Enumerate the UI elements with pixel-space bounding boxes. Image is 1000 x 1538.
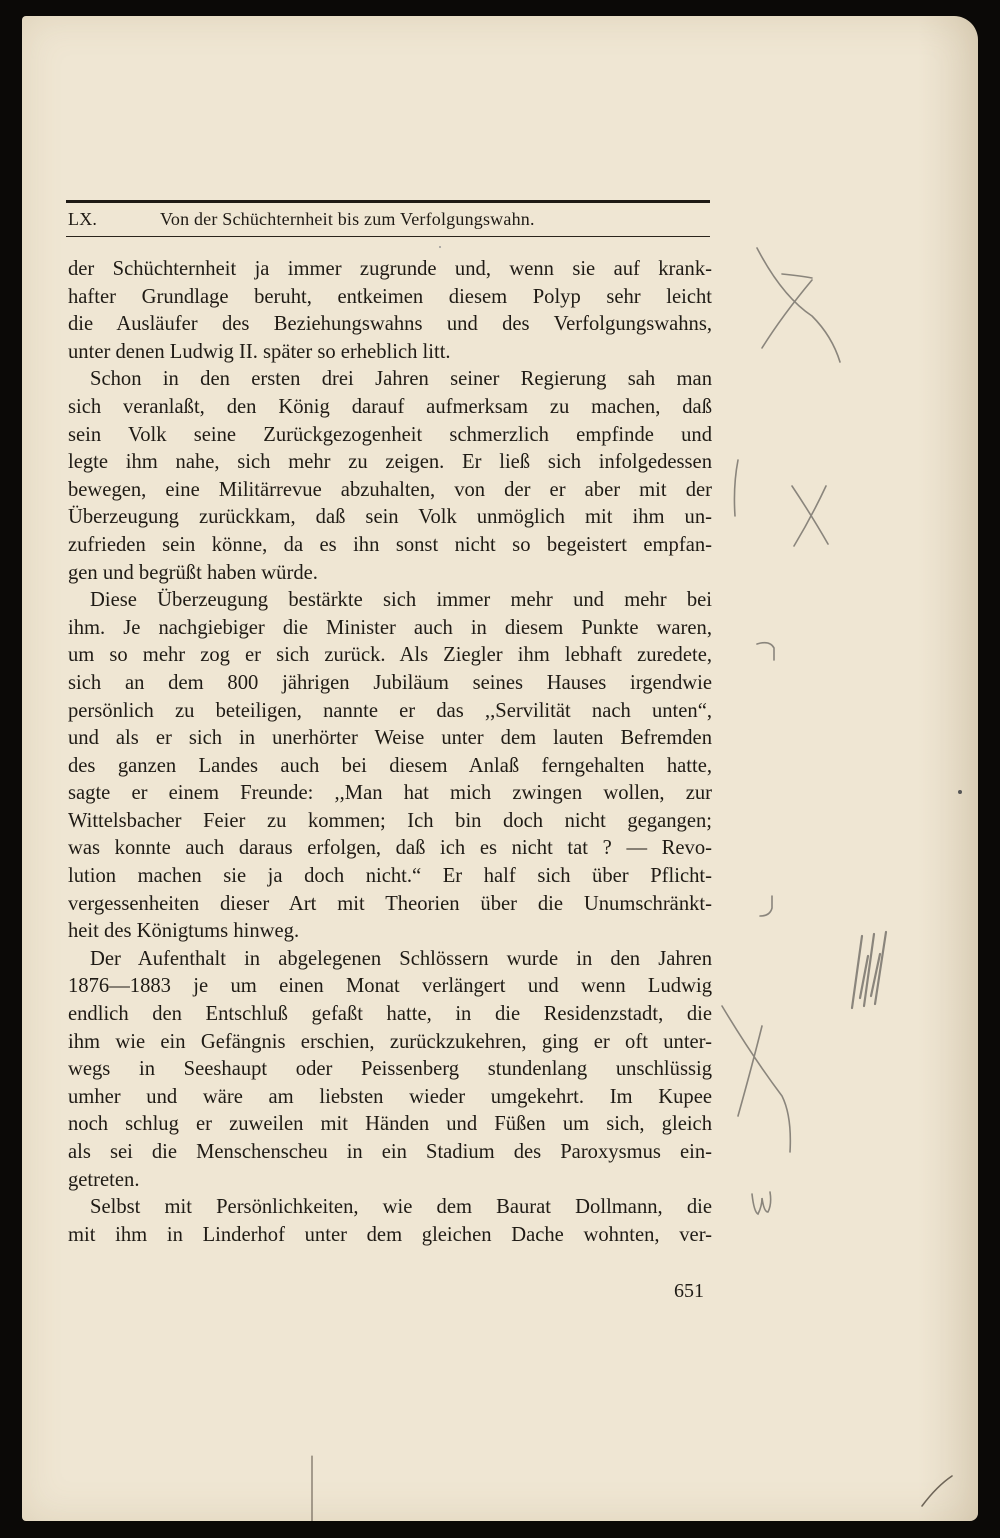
pencil-bracket-1 (757, 643, 774, 660)
pencil-x-mark-3 (722, 1006, 790, 1152)
pencil-margin-line (734, 460, 738, 516)
corner-scuff (922, 1476, 952, 1506)
pencil-annotations (22, 16, 978, 1521)
pencil-x-mark-2 (792, 486, 828, 546)
text-line: was konnte auch daraus erfolgen, daß ich es nicht tat ? — Revo- (68, 837, 712, 860)
text-line: bewegen, eine Militärrevue abzuhalten, von der er aber mit der (68, 478, 712, 501)
text-line: Schon in den ersten drei Jahren seiner Regierung sah man (90, 368, 712, 391)
text-line: Diese Überzeugung bestärkte sich immer mehr und mehr bei (90, 589, 712, 612)
text-line: mit ihm in Linderhof unter dem gleichen Dache wohnten, ver- (68, 1223, 712, 1246)
text-line: als sei die Menschenscheu in ein Stadium des Paroxysmus ein- (68, 1141, 712, 1163)
text-line: sich veranlaßt, den König darauf aufmerksam zu machen, daß (68, 395, 712, 418)
text-line: um so mehr zog er sich zurück. Als Ziegler ihm lebhaft zuredete, (68, 644, 712, 667)
text-line: und als er sich in unerhörter Weise unter dem lauten Befremden (68, 727, 712, 750)
page-number: 651 (674, 1280, 704, 1302)
text-line: persönlich zu beteiligen, nannte er das ,,Servilität nach unten“, (68, 699, 712, 722)
text-line: des ganzen Landes auch bei diesem Anlaß ferngehalten hatte, (68, 754, 712, 777)
text-line: wegs in Seeshaupt oder Peissenberg stundenlang unschlüssig (68, 1058, 712, 1081)
text-line: vergessenheiten dieser Art mit Theorien über die Unumschränkt- (68, 892, 712, 915)
text-line: Wittelsbacher Feier zu kommen; Ich bin doch nicht gegangen; (68, 809, 712, 832)
text-line: getreten. (68, 1168, 140, 1191)
pencil-x-mark-1 (757, 248, 840, 362)
text-line: umher und wäre am liebsten wieder umgekehrt. Im Kupee (68, 1085, 712, 1108)
text-line: 1876—1883 je um einen Monat verlängert und wenn Ludwig (68, 975, 712, 998)
text-line: gen und begrüßt haben würde. (68, 561, 318, 584)
pencil-bracket-2 (760, 896, 772, 916)
text-line: Selbst mit Persönlichkeiten, wie dem Baurat Dollmann, die (90, 1196, 712, 1219)
text-line: Überzeugung zurückkam, daß sein Volk unmöglich mit ihm un- (68, 506, 712, 529)
text-line: der Schüchternheit ja immer zugrunde und, wenn sie auf krank- (68, 258, 712, 280)
book-page (22, 16, 978, 1521)
text-line: unter denen Ludwig II. später so erheblich litt. (68, 340, 451, 363)
chapter-number: LX. (68, 209, 98, 229)
pencil-triple-stroke (852, 932, 886, 1008)
text-line: lution machen sie ja doch nicht.“ Er half sich über Pflicht- (68, 865, 712, 888)
pencil-w-mark (752, 1192, 771, 1214)
text-line: die Ausläufer des Beziehungswahns und des Verfolgungswahns, (68, 313, 712, 336)
text-line: endlich den Entschluß gefaßt hatte, in die Residenzstadt, die (68, 1003, 712, 1026)
text-line: hafter Grundlage beruht, entkeimen diesem Polyp sehr leicht (68, 285, 712, 308)
chapter-title: Von der Schüchternheit bis zum Verfolgungswahn. (160, 209, 535, 229)
text-line: sich an dem 800 jährigen Jubiläum seines Hauses irgendwie (68, 671, 712, 694)
text-line: Der Aufenthalt in abgelegenen Schlössern wurde in den Jahren (90, 947, 712, 970)
text-line: legte ihm nahe, sich mehr zu zeigen. Er ließ sich infolgedessen (68, 451, 712, 474)
paper-dot (439, 246, 441, 248)
text-line: sein Volk seine Zurückgezogenheit schmerzlich empfinde und (68, 423, 712, 446)
paper-speck (958, 790, 962, 794)
text-line: sagte er einem Freunde: ,,Man hat mich zwingen wollen, zur (68, 782, 712, 805)
text-line: heit des Königtums hinweg. (68, 920, 300, 943)
text-line: zufrieden sein könne, da es ihn sonst nicht so begeistert empfan- (68, 533, 712, 556)
text-line: ihm wie ein Gefängnis erschien, zurückzukehren, ging er oft unter- (68, 1030, 712, 1053)
text-line: ihm. Je nachgiebiger die Minister auch in diesem Punkte waren, (68, 616, 712, 639)
text-line: noch schlug er zuweilen mit Händen und Füßen um sich, gleich (68, 1113, 712, 1136)
